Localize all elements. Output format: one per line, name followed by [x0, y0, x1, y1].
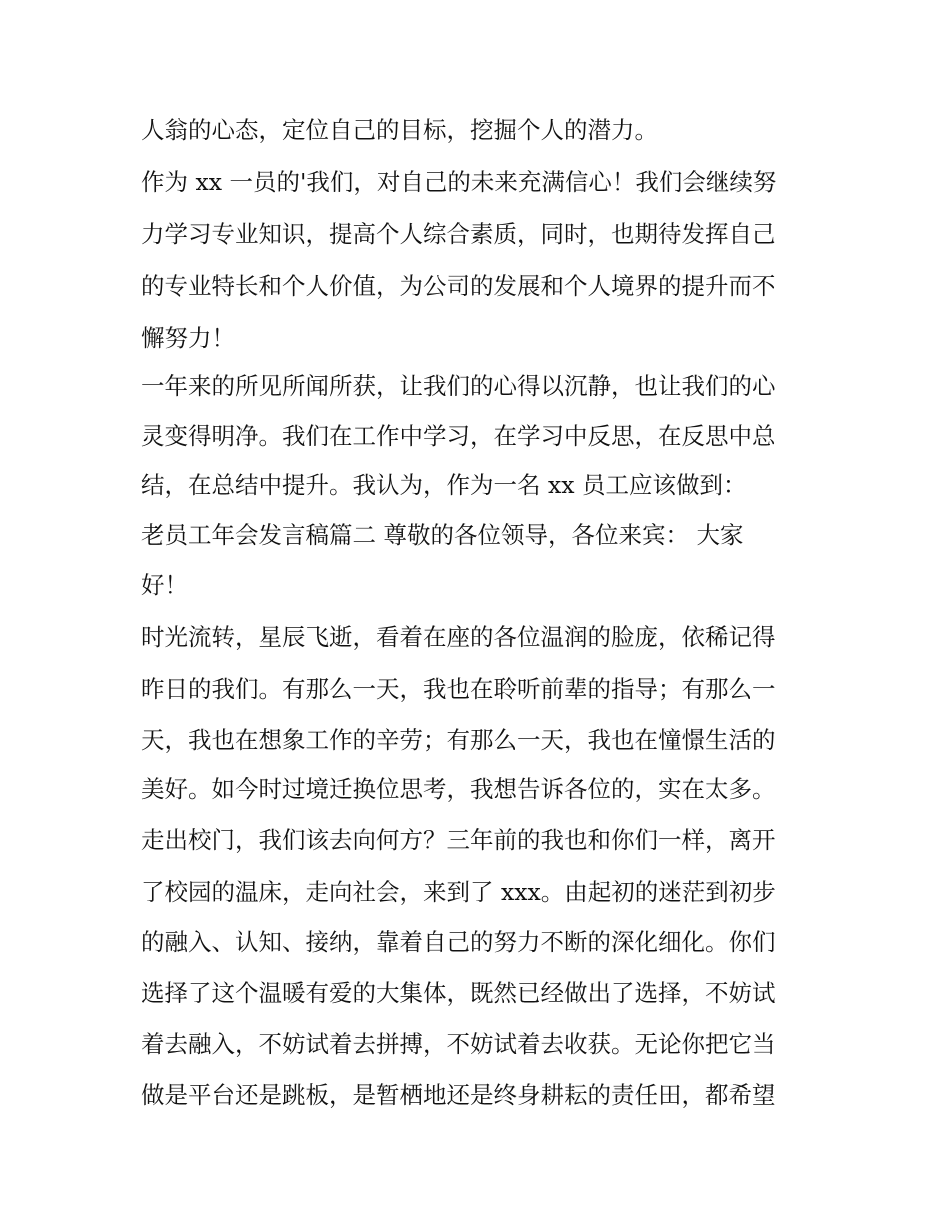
text-line: 天，我也在想象工作的辛劳；有那么一天，我也在憧憬生活的: [141, 726, 776, 754]
text-line: 的融入、认知、接纳，靠着自己的努力不断的深化细化。你们: [141, 928, 776, 956]
text-line: 走出校门，我们该去向何方？三年前的我也和你们一样，离开: [141, 826, 776, 854]
text-line: 选择了这个温暖有爱的大集体，既然已经做出了选择，不妨试: [141, 979, 776, 1007]
text-line: 好！: [141, 571, 188, 599]
text-line: 时光流转，星辰飞逝，看着在座的各位温润的脸庞，依稀记得: [141, 623, 776, 651]
text-line: 人翁的心态，定位自己的目标，挖掘个人的潜力。: [141, 116, 658, 144]
text-line: 了校园的温床，走向社会，来到了 xxx。由起初的迷茫到初步: [141, 878, 776, 906]
text-line: 老员工年会发言稿篇二 尊敬的各位领导，各位来宾： 大家: [141, 521, 744, 549]
text-line: 着去融入，不妨试着去拼搏，不妨试着去收获。无论你把它当: [141, 1030, 776, 1058]
text-line: 一年来的所见所闻所获，让我们的心得以沉静，也让我们的心: [141, 372, 776, 400]
text-line: 昨日的我们。有那么一天，我也在聆听前辈的指导；有那么一: [141, 675, 776, 703]
text-line: 做是平台还是跳板，是暂栖地还是终身耕耘的责任田，都希望: [141, 1081, 776, 1109]
text-line: 作为 xx 一员的'我们，对自己的未来充满信心！我们会继续努: [141, 168, 777, 196]
text-line: 灵变得明净。我们在工作中学习，在学习中反思，在反思中总: [141, 422, 776, 450]
text-line: 的专业特长和个人价值，为公司的发展和个人境界的提升而不: [141, 272, 776, 300]
text-line: 懈努力！: [141, 324, 235, 352]
text-line: 力学习专业知识，提高个人综合素质，同时，也期待发挥自己: [141, 220, 776, 248]
text-line: 美好。如今时过境迁换位思考，我想告诉各位的，实在太多。: [141, 775, 776, 803]
text-line: 结，在总结中提升。我认为，作为一名 xx 员工应该做到：: [141, 471, 747, 499]
